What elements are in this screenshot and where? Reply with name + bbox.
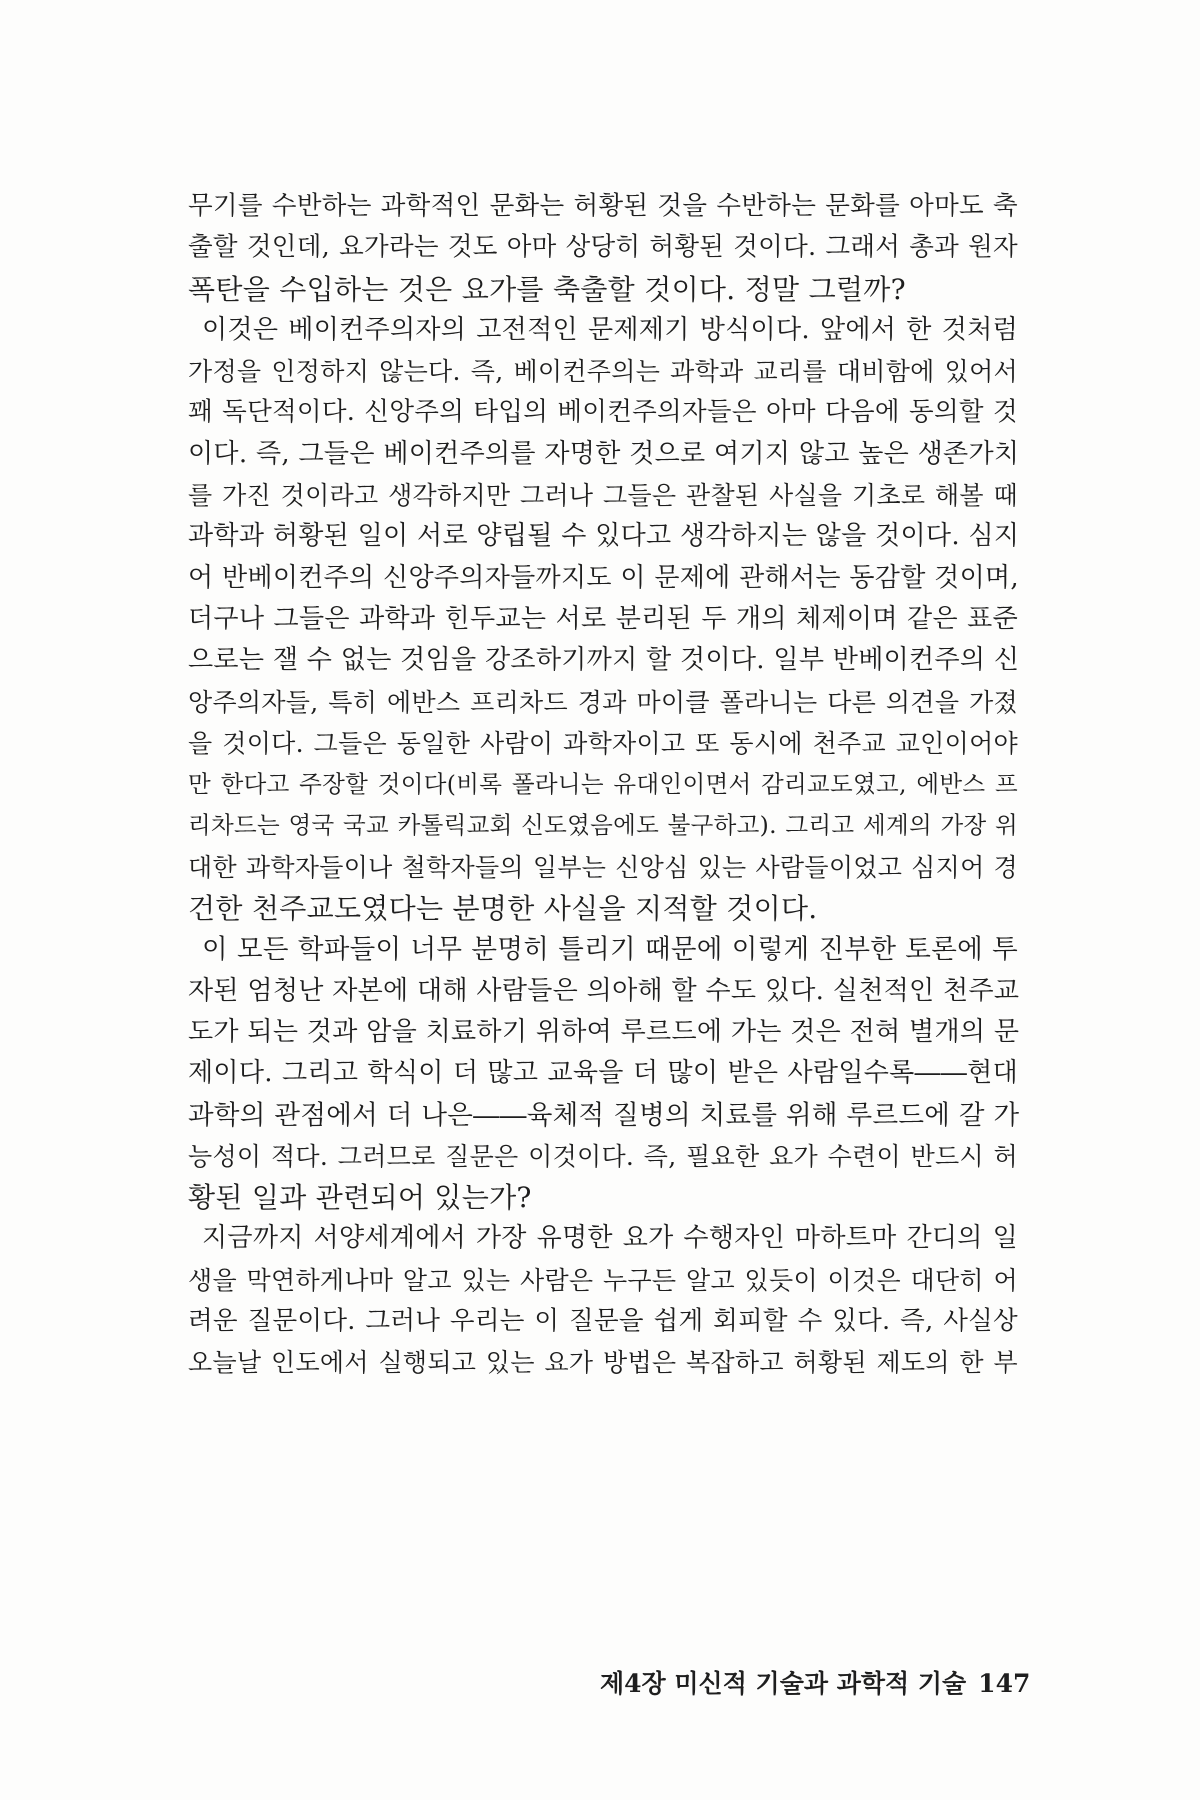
text-line: 를 가진 것이라고 생각하지만 그러나 그들은 관찰된 사실을 기초로 해볼 때 — [188, 481, 1018, 511]
text-line: 무기를 수반하는 과학적인 문화는 허황된 것을 수반하는 문화를 아마도 축 — [188, 191, 1018, 221]
text-line: 대한 과학자들이나 철학자들의 일부는 신앙심 있는 사람들이었고 심지어 경 — [188, 852, 1018, 882]
text-line: 으로는 잴 수 없는 것임을 강조하기까지 할 것이다. 일부 반베이컨주의 신 — [188, 645, 1020, 676]
text-line: 지금까지 서양세계에서 가장 유명한 요가 수행자인 마하트마 간디의 일 — [202, 1223, 1018, 1254]
text-line: 려운 질문이다. 그러나 우리는 이 질문을 쉽게 회피할 수 있다. 즉, 사실상 — [188, 1306, 1018, 1337]
text-line: 건한 천주교도였다는 분명한 사실을 지적할 것이다. — [188, 892, 818, 926]
body-text — [188, 186, 1018, 1384]
text-line: 만 한다고 주장할 것이다(비록 폴라니는 유대인이면서 감리교도였고, 에반스 프 — [188, 770, 1018, 799]
text-line: 제이다. 그리고 학식이 더 많고 교육을 더 많이 받은 사람일수록――현대 — [188, 1058, 1018, 1089]
text-line: 더구나 그들은 과학과 힌두교는 서로 분리된 두 개의 체제이며 같은 표준 — [188, 603, 1018, 634]
running-footer — [600, 1664, 1031, 1700]
text-line: 가정을 인정하지 않는다. 즉, 베이컨주의는 과학과 교리를 대비함에 있어서 — [188, 357, 1018, 387]
page-number: 147 — [978, 1669, 1031, 1698]
text-line: 을 것이다. 그들은 동일한 사람이 과학자이고 또 동시에 천주교 교인이어야 — [188, 728, 1018, 758]
text-line: 리차드는 영국 국교 카톨릭교회 신도였음에도 불구하고). 그리고 세계의 가장 위 — [188, 811, 1018, 840]
text-line: 자된 엄청난 자본에 대해 사람들은 의아해 할 수도 있다. 실천적인 천주교 — [188, 975, 1020, 1006]
text-line: 과학과 허황된 일이 서로 양립될 수 있다고 생각하지는 않을 것이다. 심지 — [188, 521, 1020, 552]
text-line: 황된 일과 관련되어 있는가? — [188, 1181, 532, 1215]
text-line: 오늘날 인도에서 실행되고 있는 요가 방법은 복잡하고 허황된 제도의 한 부 — [188, 1348, 1018, 1378]
text-line: 앙주의자들, 특히 에반스 프리차드 경과 마이클 폴라니는 다른 의견을 가졌 — [188, 687, 1018, 717]
text-line: 꽤 독단적이다. 신앙주의 타입의 베이컨주의자들은 아마 다음에 동의할 것 — [188, 397, 1018, 428]
text-line: 생을 막연하게나마 알고 있는 사람은 누구든 알고 있듯이 이것은 대단히 어 — [188, 1265, 1018, 1295]
text-line: 어 반베이컨주의 신앙주의자들까지도 이 문제에 관해서는 동감할 것이며, — [188, 562, 1019, 593]
text-line: 도가 되는 것과 암을 치료하기 위하여 루르드에 가는 것은 전혀 별개의 문 — [188, 1016, 1020, 1047]
text-line: 이 모든 학파들이 너무 분명히 틀리기 때문에 이렇게 진부한 토론에 투 — [202, 934, 1018, 966]
text-line: 폭탄을 수입하는 것은 요가를 축출할 것이다. 정말 그럴까? — [188, 272, 906, 306]
text-line: 능성이 적다. 그러므로 질문은 이것이다. 즉, 필요한 요가 수련이 반드시 허 — [188, 1141, 1018, 1171]
text-line: 과학의 관점에서 더 나은――육체적 질병의 치료를 위해 루르드에 갈 가 — [188, 1099, 1020, 1131]
chapter-title: 제4장 미신적 기술과 과학적 기술 — [600, 1669, 967, 1698]
text-line: 이다. 즉, 그들은 베이컨주의를 자명한 것으로 여기지 않고 높은 생존가치 — [188, 438, 1020, 469]
text-line: 출할 것인데, 요가라는 것도 아마 상당히 허황된 것이다. 그래서 총과 원자 — [188, 232, 1018, 263]
text-line: 이것은 베이컨주의자의 고전적인 문제제기 방식이다. 앞에서 한 것처럼 — [202, 314, 1018, 345]
